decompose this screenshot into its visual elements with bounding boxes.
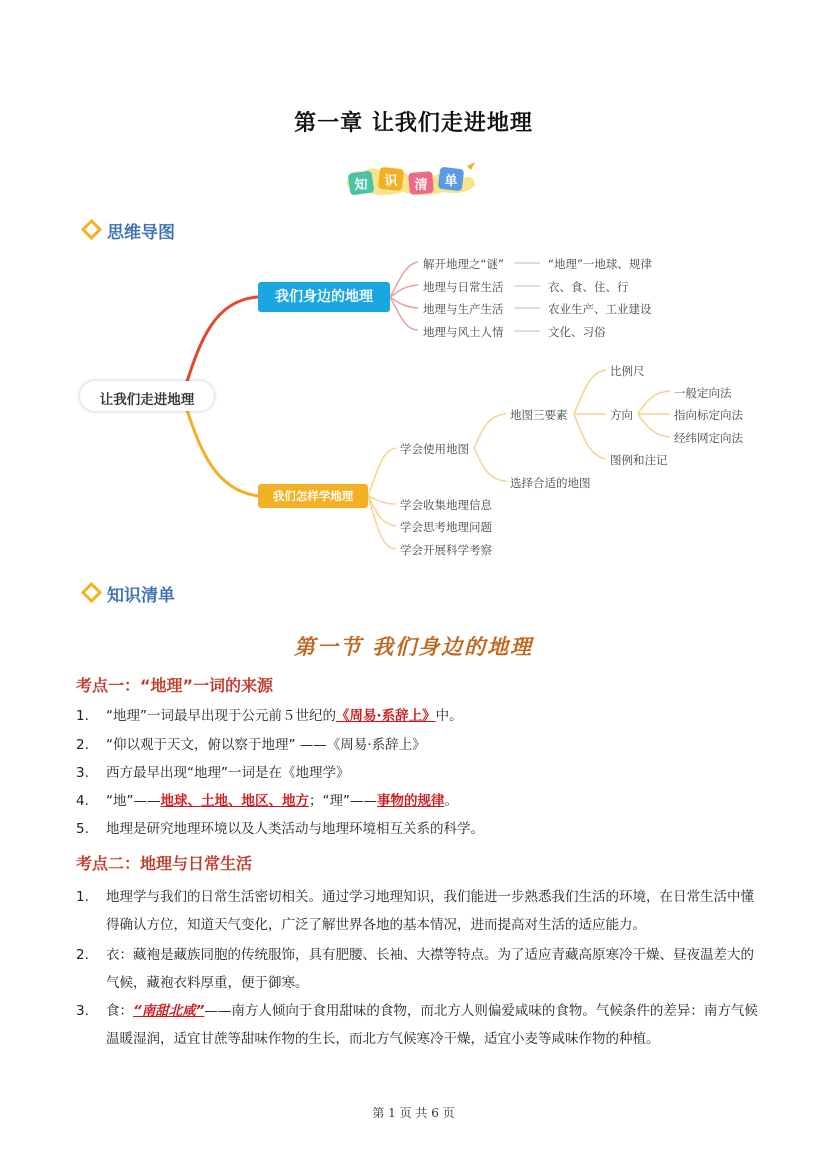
mindmap-field-study: 学会开展科学考察 xyxy=(400,543,492,557)
item-text: 西方最早出现“地理”一词是在《地理学》 xyxy=(106,765,350,781)
mindmap-direction-method: 一般定向法 xyxy=(674,386,732,400)
item-text: “仰以观于天文，俯以察于地理” ——《周易·系辞上》 xyxy=(106,737,426,753)
mindmap-think-problems: 学会思考地理问题 xyxy=(400,520,492,534)
point1-item xyxy=(76,789,458,809)
item-number: 3. xyxy=(76,1003,89,1019)
item-key-term: “南甜北咸” xyxy=(133,1003,205,1019)
mindmap-b1-item-left: 地理与生产生活 xyxy=(423,302,504,316)
mindmap-branch-nearby-geography: 我们身边的地理 xyxy=(258,282,390,312)
page-title: 第一章 让我们走进地理 xyxy=(294,110,533,136)
knowledge-heading xyxy=(84,581,175,606)
mindmap-choose-map: 选择合适的地图 xyxy=(510,476,591,490)
mindmap-map-elements: 地图三要素 xyxy=(510,408,568,422)
page-footer: 第 1 页 共 6 页 xyxy=(372,1106,455,1120)
item-key-term: 地球、土地、地区、地方 xyxy=(160,793,309,809)
item-text: ；“理”—— xyxy=(309,793,377,809)
point1-item xyxy=(76,817,484,837)
item-number: 4. xyxy=(76,793,89,809)
mindmap-direction-method: 经纬网定向法 xyxy=(674,431,743,445)
point1-item xyxy=(76,761,350,781)
mindmap-b1-item-right: 文化、习俗 xyxy=(548,325,606,339)
mindmap-b1-item-right: “地理”一地球、规律 xyxy=(548,257,652,271)
point2-item xyxy=(76,883,756,939)
mindmap-scale: 比例尺 xyxy=(610,364,645,378)
item-text-rest: ——南方人倾向于食用甜味的食物，而北方人则偏爱咸味的食物。气候条件的差异：南方气候温暖湿润，适宜甘蔗等甜味作物的生长，而北方气候寒冷干燥，适宜小麦等咸味作物的种植。 xyxy=(106,1003,758,1047)
item-key-term: 事物的规律 xyxy=(377,793,445,809)
mindmap-branch-how-to-learn: 我们怎样学地理 xyxy=(258,484,368,508)
item-number: 2. xyxy=(76,947,89,963)
point1-heading: 考点一：“地理”一词的来源 xyxy=(76,676,274,695)
item-text: 地理是研究地理环境以及人类活动与地理环境相互关系的科学。 xyxy=(106,821,484,837)
mindmap-b1-item-left: 地理与日常生活 xyxy=(423,280,504,294)
item-text: “地”—— xyxy=(106,793,161,809)
item-key-term: 《周易·系辞上》 xyxy=(336,708,436,724)
point1-item xyxy=(76,704,463,724)
mindmap-b1-item-right: 农业生产、工业建设 xyxy=(548,302,652,316)
mindmap-b1-item-right: 衣、食、住、行 xyxy=(548,280,629,294)
point2-item xyxy=(76,997,766,1053)
badge-char-1: 知 xyxy=(354,178,368,193)
mindmap-root-label: 让我们走进地理 xyxy=(99,392,195,408)
mindmap-direction: 方向 xyxy=(610,408,633,422)
mindmap-direction-method: 指向标定向法 xyxy=(674,408,743,422)
mindmap-use-maps: 学会使用地图 xyxy=(400,442,469,456)
point2-heading: 考点二：地理与日常生活 xyxy=(76,854,253,873)
item-text xyxy=(106,997,766,1053)
item-text: 衣：藏袍是藏族同胞的传统服饰，具有肥腰、长袖、大襟等特点。为了适应青藏高原寒冷干燥、昼夜温差大的气候，藏袍衣料厚重，便于御寒。 xyxy=(106,947,754,991)
item-number: 1. xyxy=(76,889,89,905)
point1-item xyxy=(76,733,426,753)
item-text: 地理学与我们的日常生活密切相关。通过学习地理知识，我们能进一步熟悉我们生活的环境，在日常生活中懂得确认方位，知道天气变化，广泛了解世界各地的基本情况，进而提高对生活的适应能力。 xyxy=(106,889,754,933)
item-number: 1. xyxy=(76,708,89,724)
section-title: 第一节 我们身边的地理 xyxy=(293,634,534,659)
knowledge-heading-text: 知识清单 xyxy=(107,586,175,606)
item-text: 中。 xyxy=(435,708,463,724)
item-number: 3. xyxy=(76,765,89,781)
mindmap-collect-info: 学会收集地理信息 xyxy=(400,498,492,512)
mindmap-b1-item-left: 地理与风土人情 xyxy=(423,325,504,339)
item-text: “地理”一词最早出现于公元前５世纪的 xyxy=(106,708,336,724)
point2-item xyxy=(76,941,756,997)
item-number: 2. xyxy=(76,737,89,753)
diamond-icon xyxy=(81,582,102,603)
badge-char-2: 识 xyxy=(384,174,398,189)
badge-char-3: 清 xyxy=(414,178,428,193)
item-text-prefix: 食： xyxy=(106,1003,133,1019)
item-number: 5. xyxy=(76,821,89,837)
mindmap-heading-text: 思维导图 xyxy=(107,223,175,243)
badge-char-4: 单 xyxy=(444,174,458,189)
mindmap-b1-item-left: 解开地理之“谜” xyxy=(423,257,504,271)
mindmap-legend: 图例和注记 xyxy=(610,453,668,467)
item-text: 。 xyxy=(444,793,458,809)
